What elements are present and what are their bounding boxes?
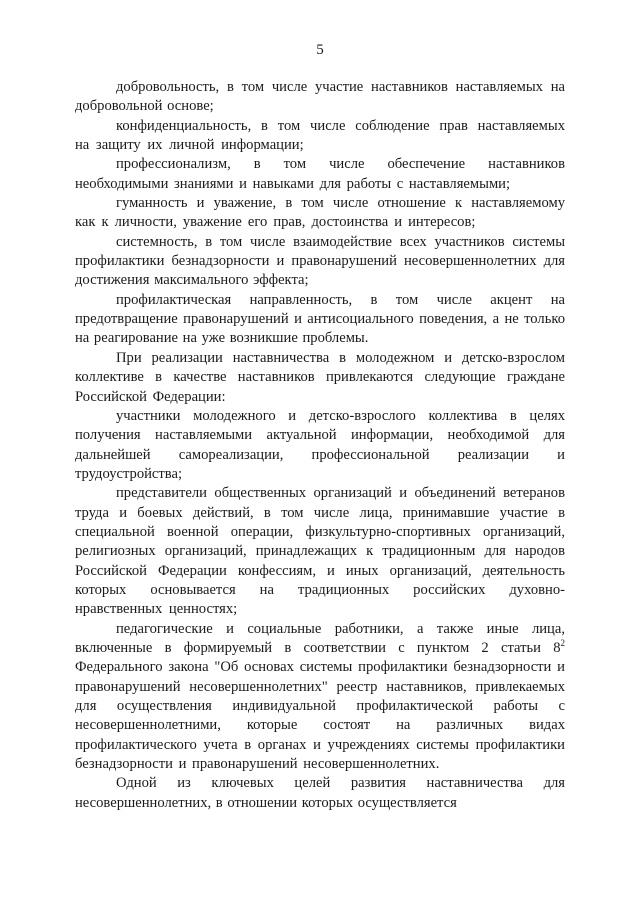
paragraph-mentors-intro: При реализации наставничества в молодежном и детско-взрослом коллективе в качестве наставников привлекаются следующие граждане Российской Федерации: bbox=[75, 349, 565, 405]
page-number: 5 bbox=[316, 42, 324, 58]
document-body bbox=[75, 78, 565, 813]
paragraph-confidentiality: конфиденциальность, в том числе соблюдение прав наставляемых на защиту их личной информации; bbox=[75, 117, 565, 154]
paragraph-voluntariness: добровольность, в том числе участие наставников наставляемых на добровольной основе; bbox=[75, 79, 565, 115]
paragraph-preventive-focus: профилактическая направленность, в том числе акцент на предотвращение правонарушений и антисоциального поведения, а не только на реагирование на уже возникшие проблемы. bbox=[75, 291, 565, 347]
paragraph-text-before-superscript: педагогические и социальные работники, а также иные лица, включенные в формируемый в соответствии с пунктом 2 статьи 8 bbox=[75, 620, 565, 656]
paragraph-systematicity: системность, в том числе взаимодействие всех участников системы профилактики безнадзорности и правонарушений несовершеннолетних для достижения максимального эффекта; bbox=[75, 233, 565, 289]
paragraph-youth-collective: участники молодежного и детско-взрослого коллектива в целях получения наставляемыми актуальной информации, необходимой для дальнейшей самореализации, профессиональной реализации и трудоустройства; bbox=[75, 407, 565, 482]
paragraph-text-after-superscript: Федерального закона "Об основах системы профилактики безнадзорности и правонарушений несовершеннолетних" реестр наставников, привлекаемых для осуществления индивидуальной профилактической работы с несовершеннолетними, которые состоят на различных видах профилактического учета в органах и учреждениях системы профилактики безнадзорности и правонарушений несовершеннолетних. bbox=[75, 659, 565, 773]
paragraph-professionalism: профессионализм, в том числе обеспечение наставников необходимыми знаниями и навыками для работы с наставляемыми; bbox=[75, 156, 565, 192]
paragraph-key-goals: Одной из ключевых целей развития наставничества для несовершеннолетних, в отношении которых осуществляется bbox=[75, 775, 565, 811]
superscript-article-number: 2 bbox=[560, 638, 565, 649]
paragraph-pedagogical-workers bbox=[75, 620, 565, 775]
paragraph-public-organizations: представители общественных организаций и объединений ветеранов труда и боевых действий, в том числе лица, принимавшие участие в специальной военной операции, физкультурно-спортивных организаций, религиозных организаций, принадлежащих к традиционным для народов Российской Федерации конфессиям, и иных организаций, деятельность которых основывается на традиционных российских духовно-нравственных ценностях; bbox=[75, 485, 565, 618]
paragraph-humanity: гуманность и уважение, в том числе отношение к наставляемому как к личности, уважение его прав, достоинства и интересов; bbox=[75, 195, 565, 231]
